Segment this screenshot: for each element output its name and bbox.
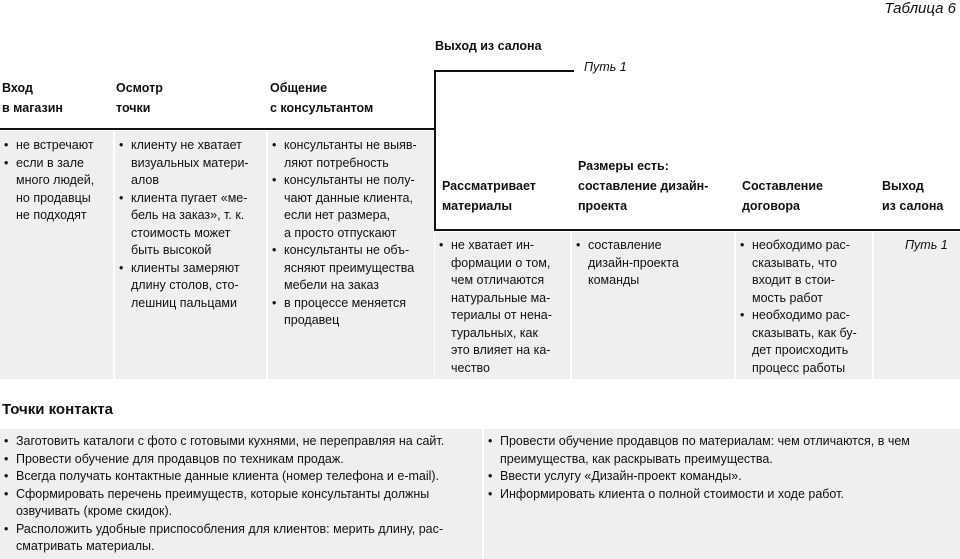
stage-column-design: [572, 232, 734, 379]
list-item: • клиента пугает «ме- бель на заказ», т. к. стоимость может быть высокой: [115, 190, 262, 260]
stage-header-consultant: Общение с консультантом: [270, 81, 374, 115]
list-item: • в процессе меняется продавец: [268, 295, 430, 330]
list-item: • консультанты не объ- ясняют преимущества мебели на заказ: [268, 242, 430, 295]
list-item: • Сформировать перечень преимуществ, которые консультанты должны озвучивать (кроме скидок).: [0, 486, 476, 521]
list-item: • консультанты не полу- чают данные клиента, если нет размера, а просто отпускают: [268, 172, 430, 242]
path-label-right: Путь 1: [905, 238, 948, 252]
list-item: • Всегда получать контактные данные клиента (номер телефона и e-mail).: [0, 468, 476, 486]
stage-header-design: Размеры есть: составление дизайн- проекта: [578, 159, 709, 213]
list-item: • необходимо рас- сказывать, как бу- дет происходить процесс работы: [736, 307, 868, 377]
stage-column-entry: [0, 131, 113, 379]
stage-rule-top: [434, 70, 574, 72]
list-item: • не хватает ин- формации о том, чем отличаются натуральные ма- териалы от нена- туральных, как это влияет на ка- чество: [435, 237, 566, 377]
list-item: • Информировать клиента о полной стоимости и ходе работ.: [484, 486, 954, 504]
stage-column-inspection: [115, 131, 266, 379]
stage-header-materials: Рассматривает материалы: [442, 179, 536, 213]
stage-rule-riser-right: [434, 130, 436, 231]
contact-box-right: [484, 429, 960, 559]
list-item: • не встречают: [0, 137, 109, 155]
table-label: Таблица 6: [884, 0, 956, 17]
contact-box-left: [0, 429, 482, 559]
stage-rule-right: [434, 229, 960, 231]
list-item: • клиенты замеряют длину столов, сто- лешниц пальцами: [115, 260, 262, 313]
list-item: • Заготовить каталоги с фото с готовыми кухнями, не переправляя на сайт.: [0, 433, 476, 451]
path-label-top: Путь 1: [584, 60, 627, 74]
list-item: • клиенту не хватает визуальных матери- алов: [115, 137, 262, 190]
stage-rule-riser-left: [434, 70, 436, 130]
contact-section-title: Точки контакта: [2, 401, 114, 418]
exit-header-top: Выход из салона: [435, 39, 542, 53]
list-item: • Расположить удобные приспособления для клиентов: мерить длину, рас- сматривать материалы.: [0, 521, 476, 556]
stage-rule-left: [0, 128, 436, 130]
stage-column-materials: [435, 232, 570, 379]
list-item: • Ввести услугу «Дизайн-проект команды».: [484, 468, 954, 486]
list-item: • консультанты не выяв- ляют потребность: [268, 137, 430, 172]
stage-column-consultant: [268, 131, 434, 379]
stage-column-contract: [736, 232, 872, 379]
list-item: • если в зале много людей, но продавцы не подходят: [0, 155, 109, 225]
list-item: • необходимо рас- сказывать, что входит в стои- мость работ: [736, 237, 868, 307]
stage-header-contract: Составление договора: [742, 179, 823, 213]
list-item: • Провести обучение продавцов по материалам: чем отличаются, в чем преимущества, как раскрывать преимущества.: [484, 433, 954, 468]
list-item: • Провести обучение для продавцов по техникам продаж.: [0, 451, 476, 469]
stage-column-exit: [874, 232, 960, 379]
stage-header-entry: Вход в магазин: [2, 81, 63, 115]
stage-header-inspection: Осмотр точки: [116, 81, 163, 115]
list-item: • составление дизайн-проекта команды: [572, 237, 730, 290]
stage-header-exit: Выход из салона: [882, 179, 944, 213]
